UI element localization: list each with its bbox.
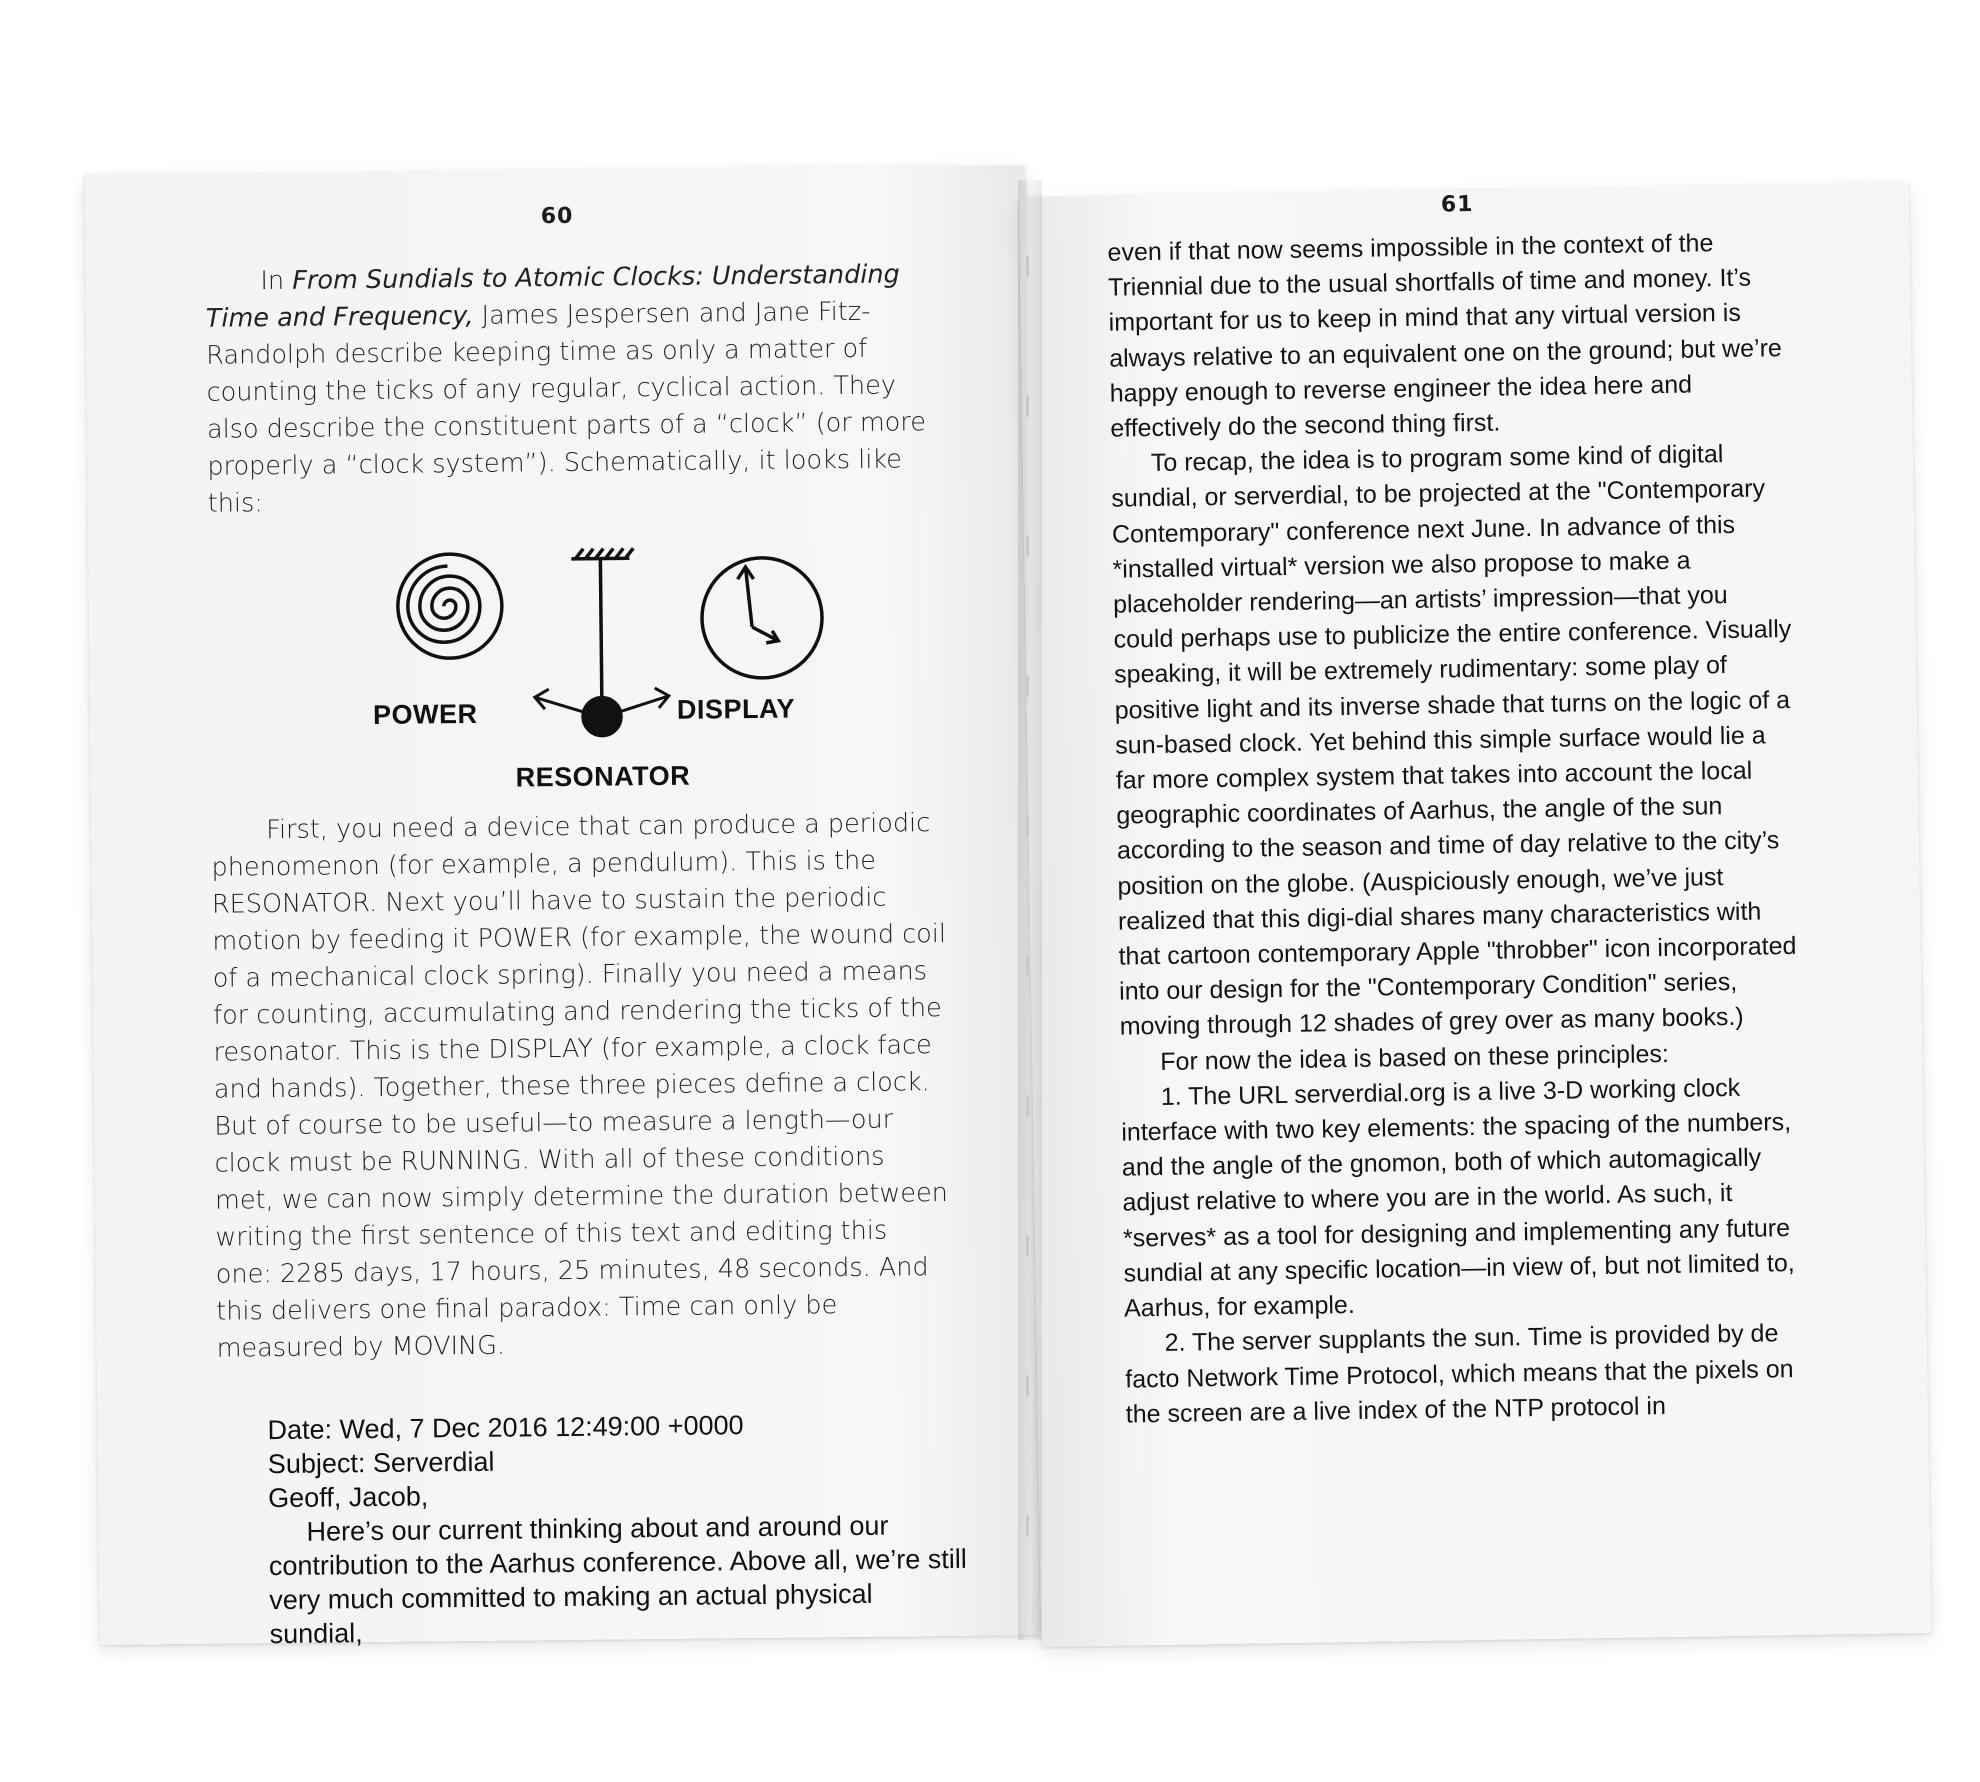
email-greeting: Geoff, Jacob, [268,1481,429,1514]
paragraph-recap: To recap, the idea is to program some kind of digital sundial, or serverdial, to be projected at the "Contemporary Contemporary" conference next June. In advance of this *installed virtual* version we also propose to make a placeholder rendering—an artists’ impression—that you could perhaps use to publicize the entire conference. Visually speaking, it will be extremely rudimentary: some play of positive light and its inverse shade that turns on the logic of a sun-based clock. Yet behind this simple surface would lie a far more complex system that takes into account the local geographic coordinates of Aarhus, the angle of the sun according to the season and time of day relative to the city’s position on the globe. (Auspiciously enough, we’ve just realized that this digi-dial shares many characteristics with that cartoon contemporary Apple "throbber" icon incorporated into our design for the "Contemporary Condition" series, moving through 12 shades of grey over as many books.) [1111,440,1797,1042]
page-number-right: 61 [1440,191,1474,218]
binding-stitch [1026,675,1029,697]
pendulum-icon [571,548,635,736]
binding-stitch [1026,255,1029,277]
book-title: From Sundials to Atomic Clocks: Understanding Time and Frequency, [205,259,900,334]
display-label: DISPLAY [676,693,796,725]
binding-stitch [1026,1095,1029,1117]
right-page [1019,183,1932,1647]
intro-paragraph [205,256,943,523]
intro-lead: In [260,265,293,297]
paragraph-continuation: even if that now seems impossible in the context of the Triennial due to the usual shortfalls of time and money. It’s important for us to keep in mind that any virtual version is always relative to an equivalent one on the ground; but we’re happy enough to reverse engineer the idea here and effectively do the second thing first. [1107,229,1783,443]
principle-1: 1. The URL serverdial.org is a live 3-D working clock interface with two key elements: the spacing of the numbers, and the angle of the gnomon, both of which automagically adjust relative to where you are in the world. As such, it *serves* as a tool for designing and implementing any future sundial at any specific location—in view of, but not limited to, Aarhus, for example. [1121,1073,1795,1323]
page-number-left: 60 [540,203,574,230]
arrow-to-display-icon [621,688,669,712]
email-body: Here’s our current thinking about and around our contribution to the Aarhus conference. Above all, we’re still very much committed to making an actual physical sundial, [268,1510,967,1650]
email-excerpt [267,1406,969,1651]
power-spiral-icon [397,554,502,659]
binding-stitch [1026,955,1029,977]
body-paragraph: First, you need a device that can produce a periodic phenomenon (for example, a pendulum). This is the RESONATOR. Next you’ll have to sustain the periodic motion by feeding it POWER (for example, the wound coil of a mechanical clock spring). Finally you need a means for counting, accumulating and rendering the ticks of the resonator. This is the DISPLAY (for example, a clock face and hands). Together, these three pieces define a clock. But of course to be useful—to measure a length—our clock must be RUNNING. With all of these conditions met, we can now simply determine the duration between writing the first sentence of this text and editing this one: 2285 days, 17 hours, 25 minutes, 48 seconds. And this delivers one final paradox: Time can only be measured by MOVING. [211,808,949,1364]
principle-2: 2. The server supplants the sun. Time is provided by de facto Network Time Protocol, which means that the pixels on the screen are a live index of the NTP protocol in [1125,1319,1794,1429]
arrow-to-power-icon [535,689,583,713]
left-page-text [205,256,967,1652]
binding-stitch [1026,1515,1029,1537]
power-label: POWER [372,698,478,730]
paragraph-principles-intro: For now the idea is based on these principles: [1160,1039,1670,1076]
left-page [84,165,1039,1650]
binding-stitch [1026,815,1029,837]
email-subject: Subject: Serverdial [267,1446,495,1480]
book-gutter [1018,180,1042,1640]
binding-stitch [1026,535,1029,557]
email-date: Date: Wed, 7 Dec 2016 12:49:00 +0000 [267,1410,744,1446]
right-page-text [1107,225,1806,1432]
clock-system-diagram [372,544,846,799]
binding-stitch [1026,395,1029,417]
resonator-label: RESONATOR [515,760,691,793]
clock-face-icon [701,557,822,678]
intro-rest: James Jespersen and Jane Fitz-Randolph describe keeping time as only a matter of counting the ticks of any regular, cyclical action. They also describe the constituent parts of a “clock” (or more properly a “clock system”). Schematically, it looks like this: [206,296,927,519]
binding-stitch [1026,1235,1029,1257]
binding-stitch [1026,1375,1029,1397]
